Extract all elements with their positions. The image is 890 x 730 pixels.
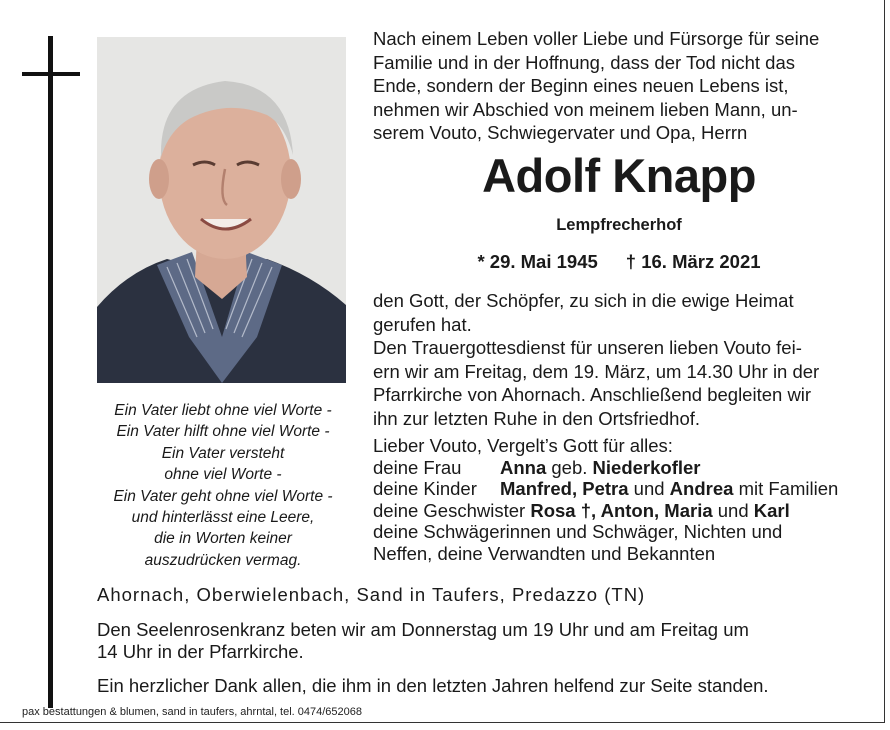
children-und: und bbox=[633, 478, 665, 499]
mourner-relatives: Neffen, deine Verwandten und Bekannten bbox=[373, 542, 716, 564]
mourner-inlaws: deine Schwägerinnen und Schwäger, Nichten und bbox=[373, 521, 783, 542]
intro-line: Ende, sondern der Beginn eines neuen Lebens ist, bbox=[373, 75, 789, 96]
portrait-photo-illustration bbox=[97, 37, 346, 383]
mourner-wife bbox=[373, 457, 873, 479]
funeral-line: ihn zur letzten Ruhe in den Ortsfriedhof. bbox=[373, 407, 701, 429]
poem-line: auszudrücken vermag. bbox=[144, 551, 302, 569]
poem-line: Ein Vater geht ohne viel Worte - bbox=[113, 487, 333, 505]
rosary-text bbox=[97, 619, 865, 663]
deceased-name: Adolf Knapp bbox=[482, 149, 756, 202]
cross-symbol-vertical bbox=[48, 36, 53, 708]
funeral-line: Pfarrkirche von Ahornach. Anschließend begleiten wir bbox=[373, 384, 812, 405]
mourner-children bbox=[373, 478, 873, 500]
mourners-heading: Lieber Vouto, Vergelt’s Gott für alles: bbox=[373, 435, 673, 456]
intro-line: Nach einem Leben voller Liebe und Fürsorge für seine bbox=[373, 28, 820, 49]
poem bbox=[88, 400, 358, 571]
mourner-siblings bbox=[373, 500, 873, 522]
poem-line: Ein Vater versteht bbox=[161, 444, 285, 462]
funeral-line: gerufen hat. bbox=[373, 313, 472, 335]
wife-geb: geb. bbox=[551, 456, 588, 478]
poem-line: Ein Vater liebt ohne viel Worte - bbox=[114, 402, 332, 419]
poem-line: und hinterlässt eine Leere, bbox=[131, 509, 315, 527]
poem-line: ohne viel Worte - bbox=[164, 466, 282, 484]
siblings-und: und bbox=[717, 499, 749, 521]
rosary-line: Den Seelenrosenkranz beten wir am Donnerstag um 19 Uhr und am Freitag um bbox=[97, 619, 749, 640]
children-names: Manfred, Petra bbox=[500, 478, 629, 499]
life-dates bbox=[373, 251, 865, 273]
wife-maiden-name: Niederkofler bbox=[592, 456, 701, 478]
intro-text bbox=[373, 27, 865, 145]
intro-line: Familie und in der Hoffnung, dass der Tod nicht das bbox=[373, 51, 795, 73]
intro-line: serem Vouto, Schwiegervater und Opa, Herrn bbox=[373, 122, 748, 143]
siblings-last-name: Karl bbox=[753, 499, 790, 521]
rosary-line: 14 Uhr in der Pfarrkirche. bbox=[97, 641, 304, 662]
intro-line: nehmen wir Abschied von meinem lieben Mann, un- bbox=[373, 98, 798, 120]
wife-label: deine Frau bbox=[373, 456, 462, 478]
children-suffix: mit Familien bbox=[738, 478, 839, 499]
thanks-text: Ein herzlicher Dank allen, die ihm in den letzten Jahren helfend zur Seite standen. bbox=[97, 675, 769, 696]
portrait-photo bbox=[97, 37, 346, 383]
birth-date: * 29. Mai 1945 bbox=[477, 251, 598, 272]
children-label: deine Kinder bbox=[373, 478, 477, 499]
places-line: Ahornach, Oberwielenbach, Sand in Taufers, Predazzo (TN) bbox=[97, 584, 646, 605]
poem-line: die in Worten keiner bbox=[154, 530, 292, 548]
siblings-label: deine Geschwister bbox=[373, 499, 526, 521]
poem-line: Ein Vater hilft ohne viel Worte - bbox=[116, 423, 330, 441]
funeral-text bbox=[373, 289, 865, 430]
farm-name: Lempfrecherhof bbox=[556, 216, 682, 234]
funeral-line: den Gott, der Schöpfer, zu sich in die ewige Heimat bbox=[373, 290, 794, 311]
funeral-line: ern wir am Freitag, dem 19. März, um 14.30 Uhr in der bbox=[373, 360, 820, 382]
wife-first-name: Anna bbox=[500, 456, 547, 478]
funeral-line: Den Trauergottesdienst für unseren lieben Vouto fei- bbox=[373, 337, 802, 358]
children-last-name: Andrea bbox=[669, 478, 734, 499]
cross-symbol-horizontal bbox=[22, 72, 80, 76]
mourners-list bbox=[373, 435, 873, 564]
funeral-home-footer: pax bestattungen & blumen, sand in taufers, ahrntal, tel. 0474/652068 bbox=[22, 706, 363, 718]
death-date: † 16. März 2021 bbox=[625, 251, 761, 272]
siblings-names: Rosa †, Anton, Maria bbox=[530, 499, 713, 521]
